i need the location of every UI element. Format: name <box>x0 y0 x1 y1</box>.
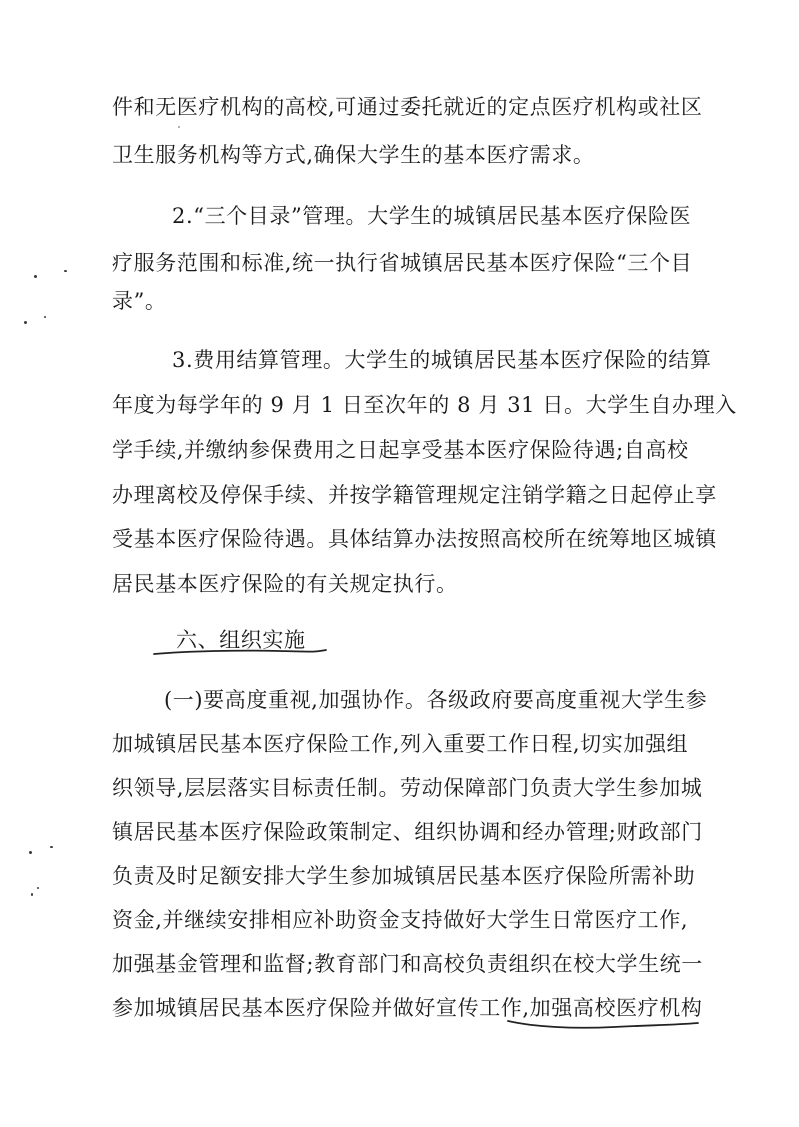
paragraph-item2-line-2: 疗服务范围和标准,统一执行省城镇居民基本医疗保险“三个目 <box>112 251 693 275</box>
scan-speck <box>29 851 32 854</box>
paragraph-item3-line-6: 居民基本医疗保险的有关规定执行。 <box>112 572 458 596</box>
scan-speck <box>31 893 33 896</box>
scan-speck <box>24 321 27 324</box>
paragraph-item3-line-5: 受基本医疗保险待遇。具体结算办法按照高校所在统筹地区城镇 <box>112 527 717 551</box>
paragraph-item2-line-3: 录”。 <box>112 289 167 313</box>
paragraph-intro-line-2: 卫生服务机构等方式,确保大学生的基本医疗需求。 <box>112 143 595 167</box>
paragraph-intro-line-1: 件和无医疗机构的高校,可通过委托就近的定点医疗机构或社区 <box>112 95 703 119</box>
scan-speck <box>178 126 180 128</box>
paragraph-item3-line-4: 办理离校及停保手续、并按学籍管理规定注销学籍之日起停止享 <box>112 483 717 507</box>
scan-speck <box>37 887 39 889</box>
paragraph-item3-line-3: 学手续,并缴纳参保费用之日起享受基本医疗保险待遇;自高校 <box>112 438 689 462</box>
paragraph-sub1-line-8: 参加城镇居民基本医疗保险并做好宣传工作,加强高校医疗机构 <box>112 996 703 1020</box>
paragraph-sub1-line-1: (一)要高度重视,加强协作。各级政府要高度重视大学生参 <box>164 688 708 712</box>
paragraph-item2-line-1: 2.“三个目录”管理。大学生的城镇居民基本医疗保险医 <box>172 204 692 228</box>
paragraph-sub1-line-7: 加强基金管理和监督;教育部门和高校负责组织在校大学生统一 <box>112 952 703 976</box>
paragraph-sub1-line-2: 加城镇居民基本医疗保险工作,列入重要工作日程,切实加强组 <box>112 732 689 756</box>
paragraph-sub1-line-6: 资金,并继续安排相应补助资金支持做好大学生日常医疗工作, <box>112 908 689 932</box>
handwritten-underline-last-phrase <box>504 1015 704 1039</box>
scan-speck <box>44 316 46 318</box>
paragraph-sub1-line-4: 镇居民基本医疗保险政策制定、组织协调和经办管理;财政部门 <box>112 820 703 844</box>
handwritten-underline-heading <box>150 640 330 664</box>
paragraph-item3-line-2: 年度为每学年的 9 月 1 日至次年的 8 月 31 日。大学生自办理入 <box>112 393 737 417</box>
paragraph-sub1-line-5: 负责及时足额安排大学生参加城镇居民基本医疗保险所需补助 <box>112 864 696 888</box>
scan-speck <box>34 275 37 278</box>
scan-speck <box>50 846 53 848</box>
paragraph-item3-line-1: 3.费用结算管理。大学生的城镇居民基本医疗保险的结算 <box>172 348 712 372</box>
paragraph-sub1-line-3: 织领导,层层落实目标责任制。劳动保障部门负责大学生参加城 <box>112 776 703 800</box>
scan-speck <box>64 270 67 272</box>
section-heading: 六、组织实施 <box>176 628 306 652</box>
